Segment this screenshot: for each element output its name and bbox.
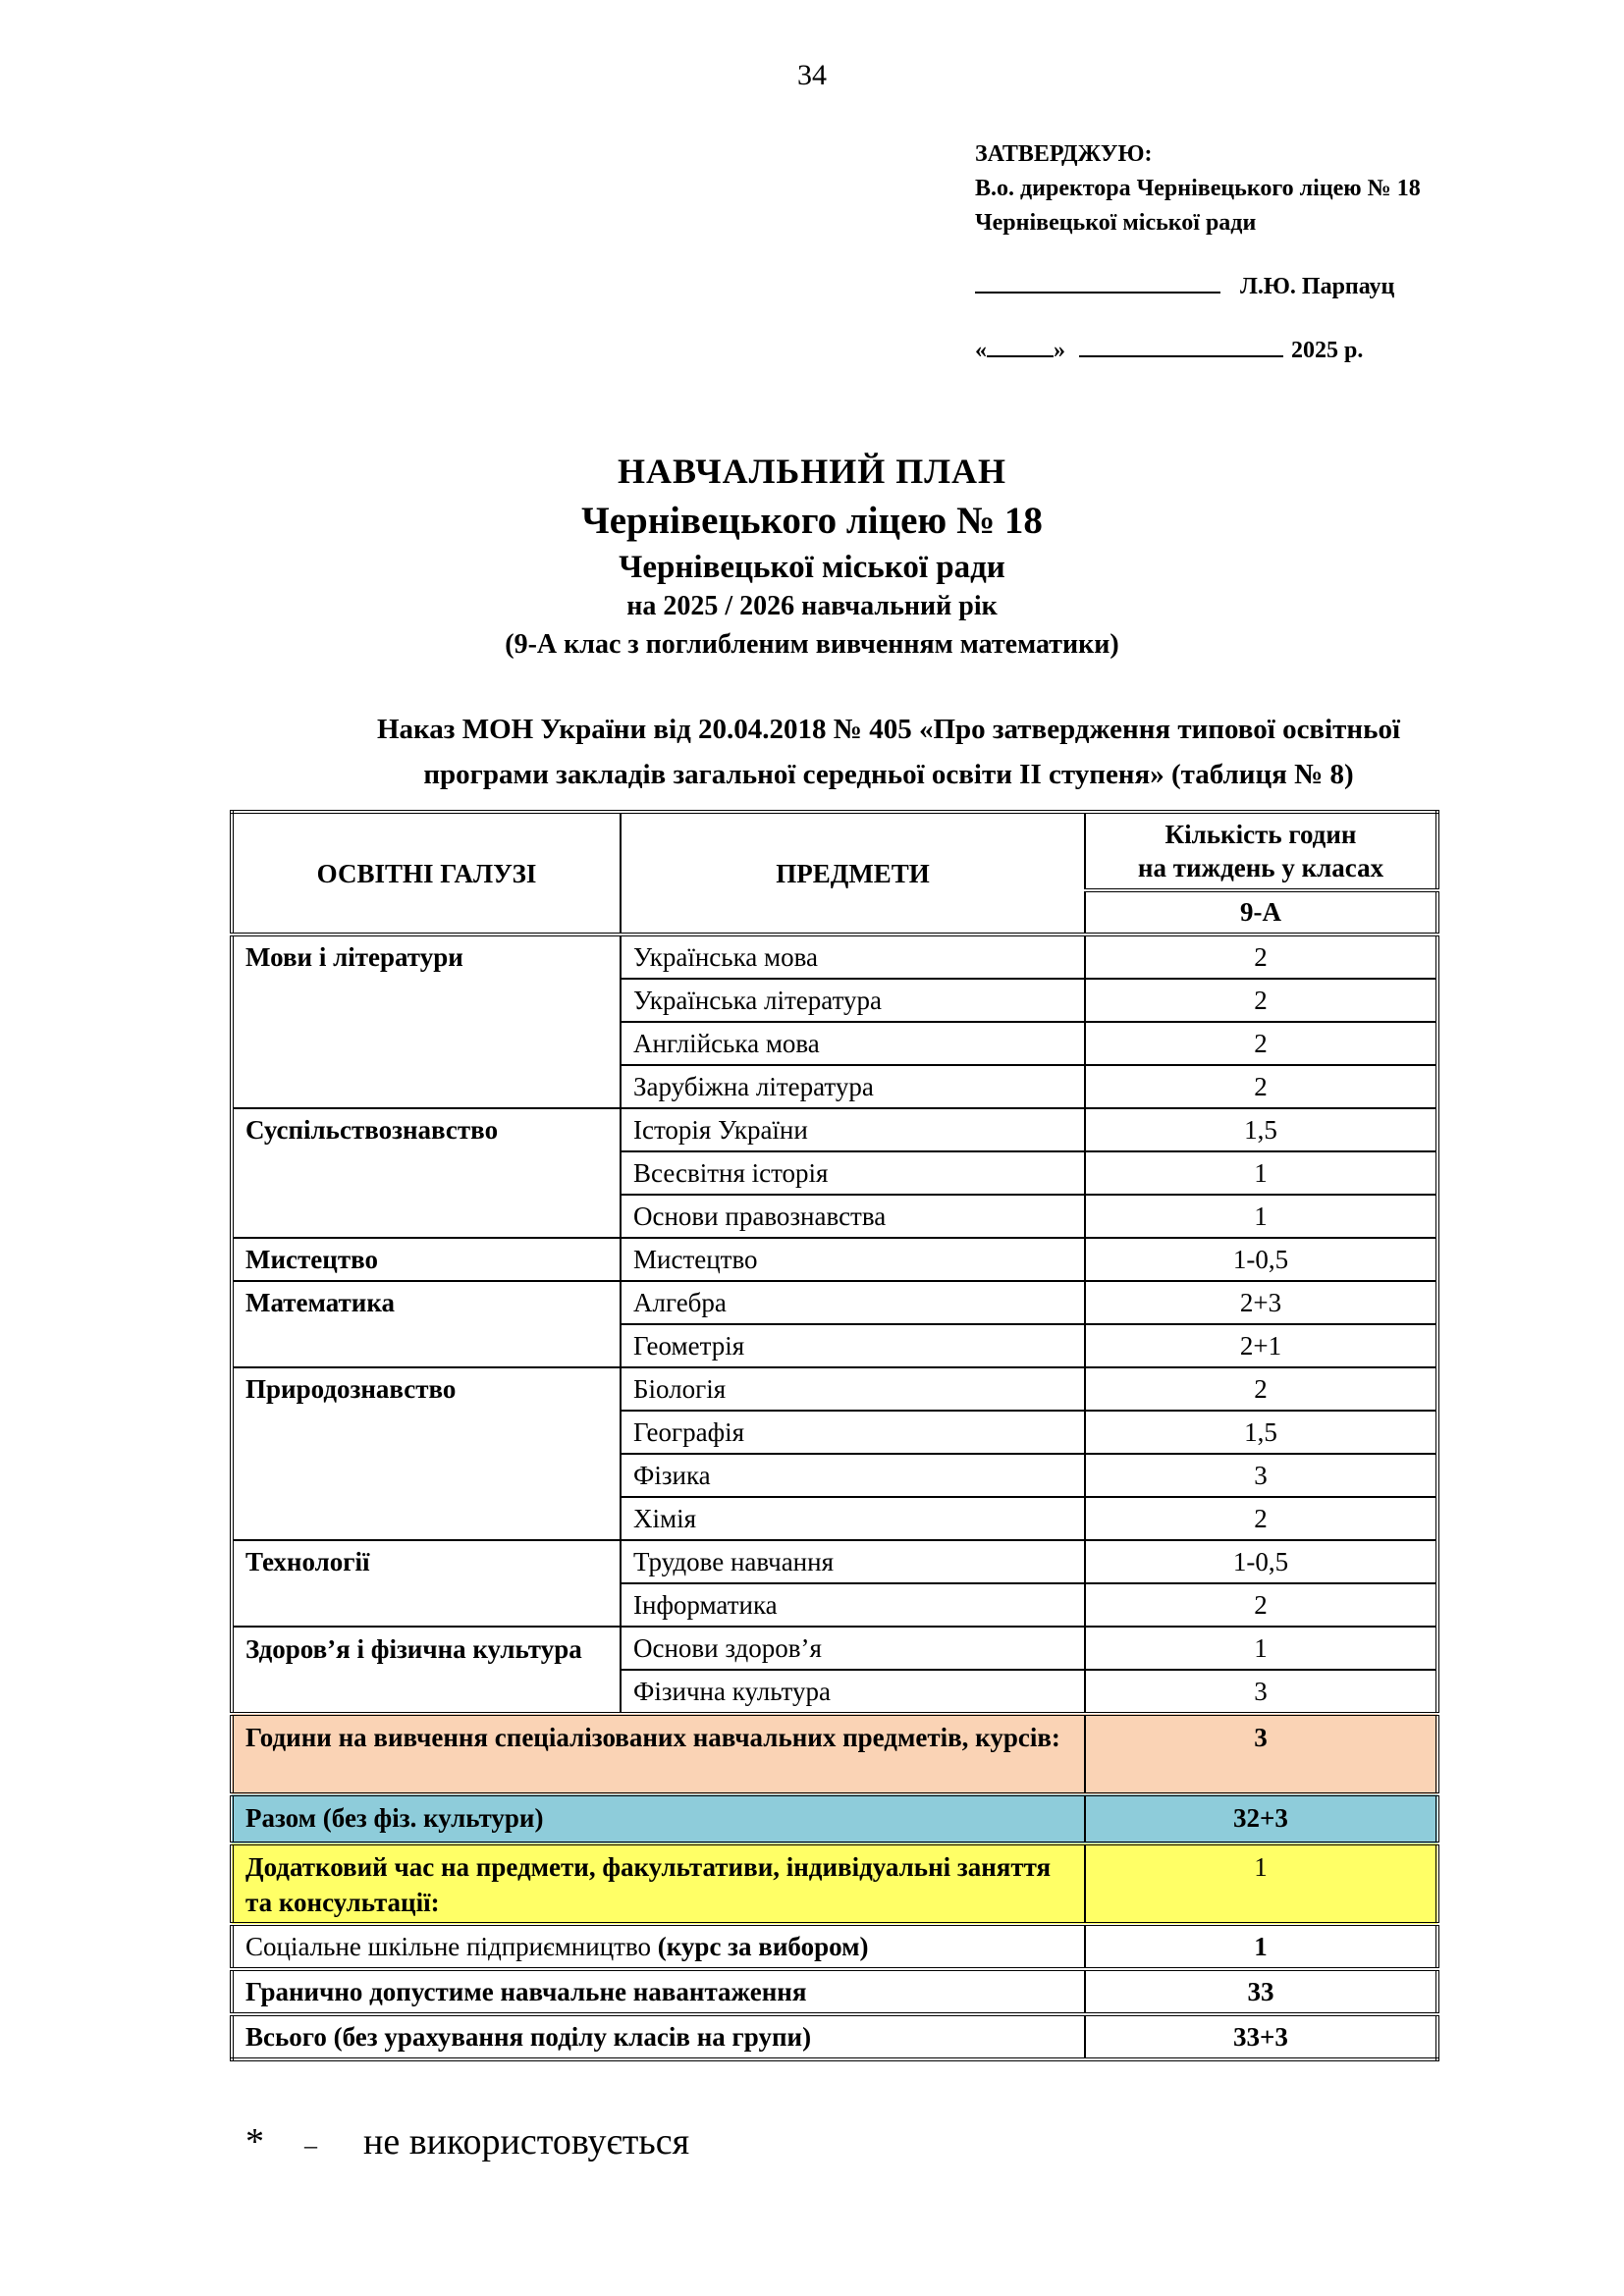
date-year: 2025 р.	[1291, 338, 1364, 363]
header-class: 9-А	[1085, 890, 1437, 934]
summary-value: 3	[1085, 1714, 1437, 1794]
signatory-name: Л.Ю. Парпауц	[1240, 274, 1395, 299]
table-header-row	[232, 812, 1437, 890]
subject-cell: Англійська мова	[621, 1022, 1085, 1065]
area-cell: Здоров’я і фізична культура	[232, 1627, 621, 1714]
subject-cell: Інформатика	[621, 1583, 1085, 1627]
subject-cell: Біологія	[621, 1367, 1085, 1411]
approval-date-row	[975, 334, 1421, 368]
subject-cell: Фізика	[621, 1454, 1085, 1497]
summary-value: 32+3	[1085, 1794, 1437, 1843]
subject-cell: Трудове навчання	[621, 1540, 1085, 1583]
additional-time-row	[232, 1843, 1437, 1924]
subject-cell: Українська література	[621, 979, 1085, 1022]
hours-cell: 3	[1085, 1454, 1437, 1497]
summary-label: Разом (без фіз. культури)	[232, 1794, 1085, 1843]
footnote-symbol: *	[245, 2121, 264, 2163]
summary-label	[232, 1924, 1085, 1969]
hours-cell: 1	[1085, 1151, 1437, 1195]
approval-block	[975, 137, 1421, 368]
area-cell: Мови і літератури	[232, 934, 621, 1108]
area-cell: Природознавство	[232, 1367, 621, 1540]
table-row	[232, 1367, 1437, 1411]
header-subjects: ПРЕДМЕТИ	[621, 812, 1085, 934]
area-cell: Математика	[232, 1281, 621, 1367]
title-line-5: (9-А клас з поглибленим вивченням математики)	[505, 629, 1119, 660]
hours-cell: 2	[1085, 979, 1437, 1022]
title-line-1: НАВЧАЛЬНИЙ ПЛАН	[617, 452, 1007, 491]
hours-cell: 2	[1085, 1497, 1437, 1540]
hours-cell: 1,5	[1085, 1108, 1437, 1151]
hours-cell: 2	[1085, 1065, 1437, 1108]
month-blank	[1079, 334, 1283, 357]
order-reference	[275, 707, 1502, 797]
hours-cell: 1-0,5	[1085, 1540, 1437, 1583]
subject-cell: Українська мова	[621, 934, 1085, 979]
subject-cell: Географія	[621, 1411, 1085, 1454]
subject-cell: Основи здоров’я	[621, 1627, 1085, 1670]
summary-value: 33	[1085, 1969, 1437, 2014]
subject-cell: Алгебра	[621, 1281, 1085, 1324]
header-hours	[1085, 812, 1437, 890]
max-load-row	[232, 1969, 1437, 2014]
header-hours-line1: Кількість годин	[1164, 820, 1357, 849]
date-open-quote: «	[975, 338, 987, 363]
hours-cell: 2	[1085, 1583, 1437, 1627]
summary-label: Гранично допустиме навчальне навантаження	[232, 1969, 1085, 2014]
hours-cell: 2	[1085, 1367, 1437, 1411]
hours-cell: 1,5	[1085, 1411, 1437, 1454]
elective-name: Соціальне шкільне підприємництво	[245, 1932, 658, 1961]
summary-label: Додатковий час на предмети, факультативи, індивідуальні заняття та консультації:	[232, 1843, 1085, 1924]
subject-cell: Геометрія	[621, 1324, 1085, 1367]
table-row	[232, 1627, 1437, 1670]
approval-position-line1: В.о. директора Чернівецького ліцею № 18	[975, 176, 1421, 201]
subject-cell: Хімія	[621, 1497, 1085, 1540]
summary-value: 1	[1085, 1924, 1437, 1969]
header-areas: ОСВІТНІ ГАЛУЗІ	[232, 812, 621, 934]
subject-cell: Мистецтво	[621, 1238, 1085, 1281]
area-cell: Мистецтво	[232, 1238, 621, 1281]
hours-cell: 3	[1085, 1670, 1437, 1714]
signature-row	[975, 270, 1421, 304]
hours-cell: 2	[1085, 934, 1437, 979]
order-line-2: програми закладів загальної середньої освіти ІІ ступеня» (таблиця № 8)	[423, 759, 1354, 790]
summary-value: 1	[1085, 1843, 1437, 1924]
page-number: 34	[797, 59, 827, 91]
hours-cell: 2+1	[1085, 1324, 1437, 1367]
subject-cell: Історія України	[621, 1108, 1085, 1151]
signature-line	[975, 270, 1220, 294]
day-blank	[987, 334, 1054, 357]
table-row	[232, 1108, 1437, 1151]
footnote-dash: –	[304, 2131, 317, 2160]
date-close-quote: »	[1054, 338, 1065, 363]
approval-heading: ЗАТВЕРДЖУЮ:	[975, 141, 1153, 167]
area-cell: Суспільствознавство	[232, 1108, 621, 1238]
subject-cell: Зарубіжна література	[621, 1065, 1085, 1108]
summary-label: Всього (без урахування поділу класів на групи)	[232, 2014, 1085, 2059]
title-line-2: Чернівецького ліцею № 18	[581, 500, 1043, 542]
table-row	[232, 1238, 1437, 1281]
title-line-4: на 2025 / 2026 навчальний рік	[626, 591, 998, 621]
title-line-3: Чернівецької міської ради	[619, 550, 1005, 585]
table-row	[232, 1540, 1437, 1583]
order-line-1: Наказ МОН України від 20.04.2018 № 405 «Про затвердження типової освітньої	[376, 714, 1401, 745]
subject-cell: Основи правознавства	[621, 1195, 1085, 1238]
table-row	[232, 934, 1437, 979]
approval-position-line2: Чернівецької міської ради	[975, 210, 1257, 236]
curriculum-table	[230, 810, 1439, 2061]
total-without-pe-row	[232, 1794, 1437, 1843]
summary-value: 33+3	[1085, 2014, 1437, 2059]
table-row	[232, 1281, 1437, 1324]
footnote	[245, 2120, 689, 2163]
area-cell: Технології	[232, 1540, 621, 1627]
subject-cell: Фізична культура	[621, 1670, 1085, 1714]
elective-course-row	[232, 1924, 1437, 1969]
hours-cell: 2+3	[1085, 1281, 1437, 1324]
subject-cell: Всесвітня історія	[621, 1151, 1085, 1195]
document-title	[0, 447, 1624, 665]
elective-note: (курс за вибором)	[657, 1932, 869, 1961]
summary-label: Години на вивчення спеціалізованих навчальних предметів, курсів:	[232, 1714, 1085, 1794]
hours-cell: 2	[1085, 1022, 1437, 1065]
header-hours-line2: на тиждень у класах	[1137, 853, 1384, 882]
hours-cell: 1	[1085, 1195, 1437, 1238]
hours-cell: 1-0,5	[1085, 1238, 1437, 1281]
footnote-text: не використовується	[363, 2121, 690, 2163]
specialized-hours-row	[232, 1714, 1437, 1794]
hours-cell: 1	[1085, 1627, 1437, 1670]
grand-total-row	[232, 2014, 1437, 2059]
